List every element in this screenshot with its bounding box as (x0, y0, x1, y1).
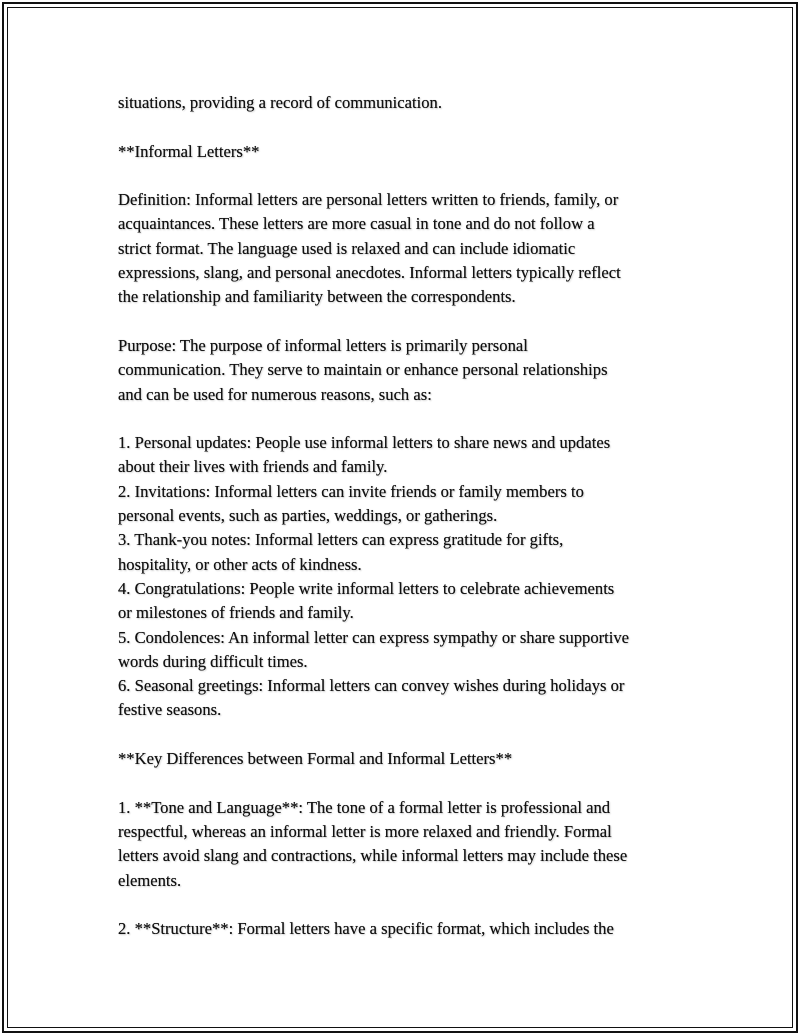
numbered-list-uses (118, 431, 698, 723)
paragraph-purpose (118, 334, 698, 407)
list-item: 1. Personal updates: People use informal letters to share news and updates (118, 433, 611, 453)
list-item: 4. Congratulations: People write informal letters to celebrate achievements (118, 578, 615, 598)
text-line: situations, providing a record of communication. (118, 93, 442, 112)
list-item: 3. Thank-you notes: Informal letters can express gratitude for gifts, (118, 530, 564, 550)
list-item-continuation: personal events, such as parties, weddings, or gatherings. (118, 506, 498, 526)
text-line: strict format. The language used is relaxed and can include idiomatic (118, 238, 576, 258)
list-item-continuation: or milestones of friends and family. (118, 603, 354, 623)
document-body (118, 91, 698, 966)
text-line: elements. (118, 870, 182, 890)
paragraph-definition (118, 188, 698, 309)
text-line: 2. **Structure**: Formal letters have a specific format, which includes the (118, 919, 614, 939)
list-item: 2. Invitations: Informal letters can invite friends or family members to (118, 481, 584, 501)
text-line: communication. They serve to maintain or enhance personal relationships (118, 360, 608, 380)
text-line: Definition: Informal letters are personal letters written to friends, family, or (118, 190, 619, 210)
list-item: 6. Seasonal greetings: Informal letters can convey wishes during holidays or (118, 676, 625, 696)
section-heading-informal-letters (118, 140, 698, 164)
text-line: and can be used for numerous reasons, such as: (118, 384, 432, 404)
text-line: 1. **Tone and Language**: The tone of a formal letter is professional and (118, 797, 611, 817)
list-item-continuation: about their lives with friends and family. (118, 457, 388, 477)
text-line: respectful, whereas an informal letter is more relaxed and friendly. Formal (118, 821, 612, 841)
heading-text: **Informal Letters** (118, 141, 260, 161)
paragraph-structure (118, 917, 698, 941)
text-line: expressions, slang, and personal anecdotes. Informal letters typically reflect (118, 263, 621, 283)
list-item-continuation: words during difficult times. (118, 651, 308, 671)
text-line: the relationship and familiarity between the correspondents. (118, 287, 516, 307)
text-line: Purpose: The purpose of informal letters is primarily personal (118, 335, 528, 355)
list-item-continuation: festive seasons. (118, 700, 222, 720)
text-line: letters avoid slang and contractions, while informal letters may include these (118, 846, 628, 866)
list-item: 5. Condolences: An informal letter can express sympathy or share supportive (118, 627, 630, 647)
section-heading-key-differences (118, 747, 698, 771)
list-item-continuation: hospitality, or other acts of kindness. (118, 554, 362, 574)
heading-text: **Key Differences between Formal and Informal Letters** (118, 749, 513, 769)
text-line: acquaintances. These letters are more casual in tone and do not follow a (118, 214, 595, 234)
paragraph-continuation (118, 91, 698, 115)
paragraph-tone-and-language (118, 796, 698, 893)
